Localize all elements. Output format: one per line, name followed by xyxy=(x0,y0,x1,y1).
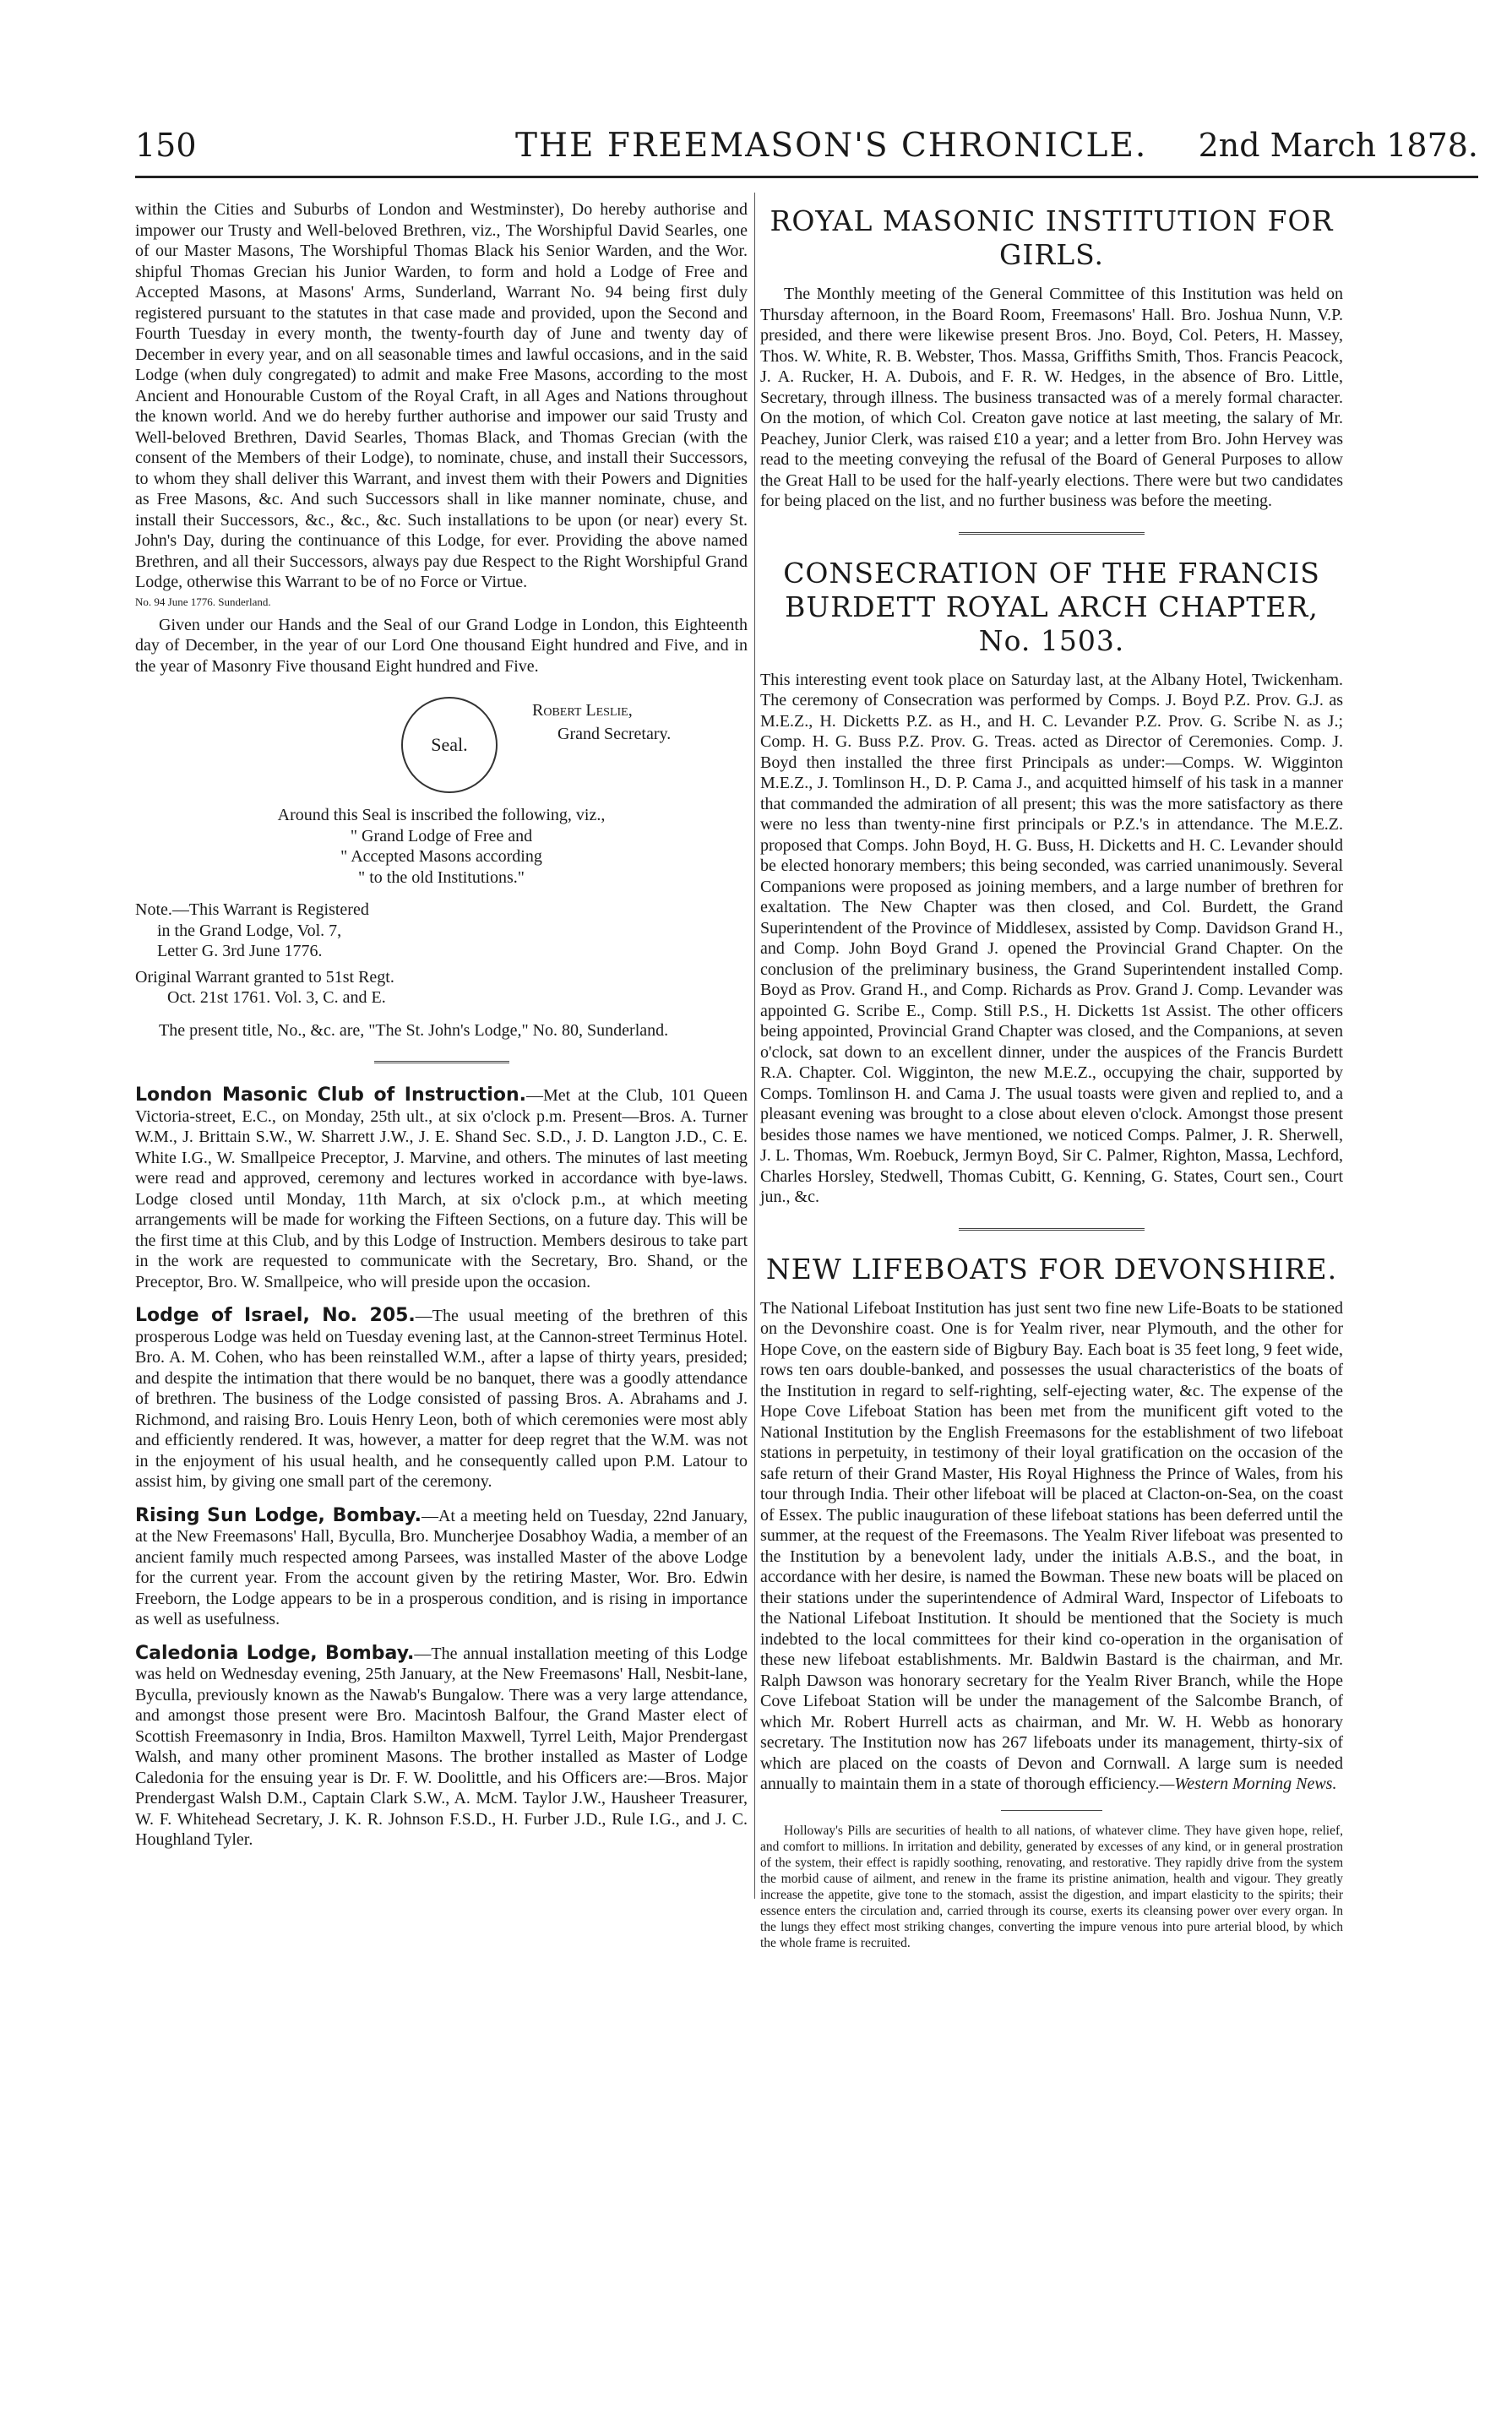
caledonia-article xyxy=(135,1644,748,1851)
left-column xyxy=(135,199,748,1857)
ad-divider xyxy=(1001,1810,1102,1811)
section-divider xyxy=(959,1228,1145,1231)
signature-name: Robert Leslie, xyxy=(532,701,633,720)
caledonia-body: —The annual installation meeting of this Lodge was held on Wednesday evening, 25th January, at the New Freemasons' Hall, Nesbit-lane, Byculla, previously known as the Nawab's Bungalow. There was a very large attendance, and amongst those present were Bro. Macintosh Balfour, the Grand Master elect of Scottish Freemasonry in India, Bros. Hamilton Maxwell, Tyrrel Leith, Major Prendergast Walsh, and many other prominent Masons. The brother installed as Master of Lodge Caledonia for the ensuing year is Dr. F. W. Doolittle, and his Officers are:—Bros. Major Prendergast Walsh D.M., Captain Clark S.W., A. McM. Taylor J.W., Hausheer Treasurer, W. F. Whitehead Secretary, J. K. R. Johnson F.S.D., H. Furber J.D., Rule I.G., and J. C. Houghland Tyler. xyxy=(135,1644,748,1849)
lifeboats-source: —Western Morning News. xyxy=(1159,1775,1337,1793)
column-divider xyxy=(754,193,755,1899)
seal-inscription-line: " to the old Institutions." xyxy=(358,867,525,887)
note-line: in the Grand Lodge, Vol. 7, xyxy=(157,921,342,940)
holloway-advertisement: Holloway's Pills are securities of health to all nations, of whatever clime. They have given hope, relief, and comfort to millions. In irritation and debility, generated by excesses of any kind, or in general prostration of the system, their effect is rapidly soothing, renovating, and restorative. They rapidly drive from the system the morbid cause of ailment, and renew in the frame its pristine animation, health and vigour. They greatly increase the appetite, give tone to the stomach, assist the digestion, and impart elasticity to the spirits; their essence enters the circulation and, carried through its course, exerts its cleansing power over every organ. In the lungs they effect most striking changes, converting the impure venous into pure arterial blood, by which the whole frame is recruited. xyxy=(760,1823,1343,1950)
original-warrant-line: Oct. 21st 1761. Vol. 3, C. and E. xyxy=(167,988,386,1007)
original-warrant-line: Original Warrant granted to 51st Regt. xyxy=(135,967,394,987)
seal-inscription-intro: Around this Seal is inscribed the following, viz., xyxy=(277,806,606,824)
header-rule xyxy=(135,176,1478,178)
registration-note xyxy=(135,900,748,1008)
consecration-title: CONSECRATION OF THE FRANCIS BURDETT ROYAL ARCH CHAPTER, No. 1503. xyxy=(783,556,1320,657)
lifeboats-article xyxy=(760,1298,1343,1795)
london-club-heading: London Masonic Club of Instruction. xyxy=(135,1085,526,1106)
masthead-title: THE FREEMASON'S CHRONICLE. xyxy=(515,127,1148,165)
seal-inscription-line: " Accepted Masons according xyxy=(340,847,542,866)
girls-institution-body: The Monthly meeting of the General Committee of this Institution was held on Thursday afternoon, in the Board Room, Freemasons' Hall. Bro. Joshua Nunn, V.P. presided, and there were likewise present Bros. Jno. Boyd, Col. Peters, H. Massey, Thos. W. White, R. B. Webster, Thos. Massa, Griffiths Smith, Thos. Francis Peacock, J. A. Rucker, H. A. Dubois, and F. R. W. Hedges, in the absence of Bro. Little, Secretary, through illness. The business transacted was of a merely formal character. On the motion, of which Col. Creaton gave notice at last meeting, the salary of Mr. Peachey, Junior Clerk, was raised £10 a year; and a letter from Bro. John Hervey was read to the meeting conveying the refusal of the Board of General Purposes to allow the Great Hall to be used for the half-yearly elections. There were but two candidates for being placed on the list, and no further business was before the meeting. xyxy=(760,285,1343,510)
issue-date: 2nd March 1878. xyxy=(1198,127,1478,164)
warrant-given-paragraph: Given under our Hands and the Seal of our Grand Lodge in London, this Eighteenth day of December, in the year of our Lord One thousand Eight hundred and Five, and in the year of Masonry Five thousand Eight hundred and Five. xyxy=(135,615,748,676)
israel-lodge-heading: Lodge of Israel, No. 205. xyxy=(135,1305,416,1326)
seal-label: Seal. xyxy=(431,733,468,755)
signature xyxy=(532,699,671,746)
seal-inscription-line: " Grand Lodge of Free and xyxy=(350,826,533,845)
rising-sun-heading: Rising Sun Lodge, Bombay. xyxy=(135,1504,422,1526)
rising-sun-article xyxy=(135,1506,748,1630)
seal-inscription xyxy=(135,805,748,888)
lifeboats-body: The National Lifeboat Institution has just sent two fine new Life-Boats to be stationed on the Devonshire coast. One is for Yealm river, near Plymouth, and the other for Hope Cove, on the eastern side of Bigbury Bay. Each boat is 35 feet long, 9 feet wide, rows ten oars double-banked, and possesses the usual characteristics of the boats of the Institution in regard to self-righting, self-ejecting water, &c. The expense of the Hope Cove Lifeboat Station has been met from the munificent gift voted to the National Institution by the English Freemasons for the establishment of two lifeboat stations in perpetuity, in testimony of their loyal gratification on the occasion of the safe return of their Grand Master, His Royal Highness the Prince of Wales, from his tour through India. Their other lifeboat will be placed at Clacton-on-Sea, on the coast of Essex. The public inauguration of these lifeboat stations has been deferred until the summer, at the request of the Freemasons. The Yealm River lifeboat was presented to the Institution by a benevolent lady, under the initials A.B.S., and the boat, in accordance with her desire, is named the Bowman. These new boats will be placed on their stations under the superintendence of Admiral Ward, Inspector of Lifeboats to the National Lifeboat Institution. It should be mentioned that the Society is much indebted to the local committees for their kind co-operation in the organisation of these new lifeboat establishments. Mr. Baldwin Bastard is the chairman, and Mr. Ralph Dawson was honorary secretary for the Yealm River Branch, while the Hope Cove Lifeboat Station will be under the management of the Salcombe Branch, of which Mr. Robert Hurrell acts as chairman, and Mr. W. H. Webb as honorary secretary. The Institution now has 267 lifeboats under its management, thirty-six of which are placed on the coasts of Devon and Cornwall. A large sum is needed annually to maintain them in a state of thorough efficiency. xyxy=(760,1298,1343,1793)
page-header xyxy=(135,127,1478,167)
section-divider xyxy=(959,532,1145,535)
section-divider xyxy=(374,1061,509,1063)
consecration-body: This interesting event took place on Saturday last, at the Albany Hotel, Twickenham. The ceremony of Consecration was performed by Comps. J. Boyd P.Z. Prov. G.J. as M.E.Z., H. Dicketts P.Z. as H., and H. C. Levander P.Z. Prov. G. Scribe N. as J.; Comp. H. G. Buss P.Z. Prov. G. Treas. acted as Director of Ceremonies. Comp. J. Boyd then installed the three first Principals as under:—Comps. W. Wigginton M.E.Z., J. Tomlinson H., D. P. Cama J., and acquitted himself of his task in a manner that commanded the admiration of all present; this was the more satisfactory as there were no less than twenty-nine first principals or P.Z.'s in attendance. The M.E.Z. proposed that Comps. John Boyd, H. G. Buss, H. Dicketts and H. C. Levander should be elected honorary members; this being seconded, was carried unanimously. Several Companions were proposed as joining members, and a large number of brethren for exaltation. The New Chapter was then closed, and Col. Burdett, the Grand Superintendent of the Province of Middlesex, assisted by Comp. Davidson Grand H., and Comp. John Boyd Grand J. opened the Provincial Grand Chapter. On the conclusion of the preliminary business, the Grand Superintendent installed Comp. Boyd as Prov. Grand H., and Comp. Richards as Prov. Grand J. Comp. Levander was appointed G. Scribe E., Comp. Still P.S., H. Dicketts 1st Assist. The other officers being appointed, Provincial Grand Chapter was closed, and the Companions, at seven o'clock, sat down to an excellent dinner, under the auspices of the Francis Burdett R.A. Chapter. Col. Wigginton, the new M.E.Z., occupying the chair, supported by Comps. Tomlinson H. and Cama J. The usual toasts were given and replied to, and a pleasant evening was brought to a close about eleven o'clock. Amongst those present besides those names we have mentioned, we noticed Comps. Palmer, J. R. Sherwell, J. L. Thomas, Wm. Roebuck, Jermyn Boyd, Sir C. Palmer, Righton, Massa, Lechford, Charles Horsley, Stedwell, Thomas Cubitt, G. Kenning, G. States, Court sen., Court jun., &c. xyxy=(760,670,1343,1206)
london-club-body: —Met at the Club, 101 Queen Victoria-street, E.C., on Monday, 25th ult., at six o'clock p.m. Present—Bros. A. Turner W.M., J. Brittain S.W., W. Sharrett J.W., J. E. Shand Sec. S.D., J. D. Langton J.D., C. E. White I.G., W. Smallpeice Preceptor, J. Marvine, and others. The minutes of last meeting were read and approved, ceremony and lectures worked in accordance with bye-laws. Lodge closed until Monday, 11th March, at six o'clock p.m., at which meeting arrangements will be made for working the Fifteen Sections, on a future day. This will be the first time at this Club, and by this Lodge of Instruction. Members desirous to take part in the work are requested to communicate with the Secretary, Bro. Shand, or the Preceptor, Bro. W. Smallpeice, who will preside upon the occasion. xyxy=(135,1086,748,1291)
lifeboats-title: NEW LIFEBOATS FOR DEVONSHIRE. xyxy=(765,1252,1338,1286)
caledonia-heading: Caledonia Lodge, Bombay. xyxy=(135,1642,415,1664)
israel-lodge-article xyxy=(135,1306,748,1492)
note-line: Letter G. 3rd June 1776. xyxy=(157,942,323,960)
warrant-margin-note: No. 94 June 1776. Sunderland. xyxy=(135,595,271,608)
page-number: 150 xyxy=(135,127,197,164)
seal-circle xyxy=(401,697,498,793)
girls-institution-title: ROYAL MASONIC INSTITUTION FOR GIRLS. xyxy=(770,204,1334,271)
seal-block xyxy=(135,692,748,793)
israel-lodge-body: —The usual meeting of the brethren of this prosperous Lodge was held on Tuesday evening last, at the Cannon-street Terminus Hotel. Bro. A. M. Cohen, who has been reinstalled W.M., after a lapse of thirty years, presided; and despite the intimation that there would be no banquet, there was a goodly attendance of brethren. The business of the Lodge consisted of passing Bros. A. Abrahams and J. Richmond, and raising Bro. Louis Henry Leon, both of which ceremonies were most ably and efficiently rendered. It was, however, a matter for deep regret that the W.M. was not in the enjoyment of his usual health, and he consequently called upon P.M. Latour to assist him, by giving one small part of the ceremony. xyxy=(135,1307,748,1491)
right-column xyxy=(760,199,1343,1958)
london-club-article xyxy=(135,1085,748,1292)
signature-title: Grand Secretary. xyxy=(557,725,672,743)
warrant-paragraph: within the Cities and Suburbs of London and Westminster), Do hereby authorise and impower our Trusty and Well-beloved Brethren, viz., The Worshipful David Searles, one of our Master Masons, The Worshipful Thomas Black his Senior Warden, and the Wor. shipful Thomas Grecian his Junior Warden, to form and hold a Lodge of Free and Accepted Masons, at Masons' Arms, Sunderland, Warrant No. 94 being first duly registered pursuant to the statutes in that case made and provided, upon the Second and Fourth Tuesday in every month, the twenty-fourth day of June and twenty day of December in every year, and on all seasonable times and lawful occasions, and in the said Lodge (when duly congregated) to admit and make Free Masons, according to the most Ancient and Honourable Custom of the Royal Craft, in all Ages and Nations throughout the known world. And we do hereby further authorise and impower our said Trusty and Well-beloved Brethren, David Searles, Thomas Black, and Thomas Grecian (with the consent of the Members of their Lodge), to nominate, chuse, and install their Successors, to whom they shall deliver this Warrant, and invest them with their Powers and Dignities as Free Masons, &c. And such Successors shall in like manner nominate, chuse, and install their Successors, &c., &c., &c. Such installations to be upon (or near) every St. John's Day, during the continuance of this Lodge, for ever. Providing the above named Brethren, and all their Successors, always pay due Respect to the Right Worshipful Grand Lodge, otherwise this Warrant to be of no Force or Virtue. xyxy=(135,200,748,591)
note-line: Note.—This Warrant is Registered xyxy=(135,900,369,919)
rising-sun-body: —At a meeting held on Tuesday, 22nd January, at the New Freemasons' Hall, Byculla, Bro. Muncherjee Dosabhoy Wadia, a member of an ancient family much respected among Parsees, was installed Master of the above Lodge for the current year. From the account given by the retiring Master, Wor. Bro. Edwin Freeborn, the Lodge appears to be in a prosperous condition, and is rising in importance as well as usefulness. xyxy=(135,1506,748,1628)
present-title: The present title, No., &c. are, "The St. John's Lodge," No. 80, Sunderland. xyxy=(159,1020,669,1040)
